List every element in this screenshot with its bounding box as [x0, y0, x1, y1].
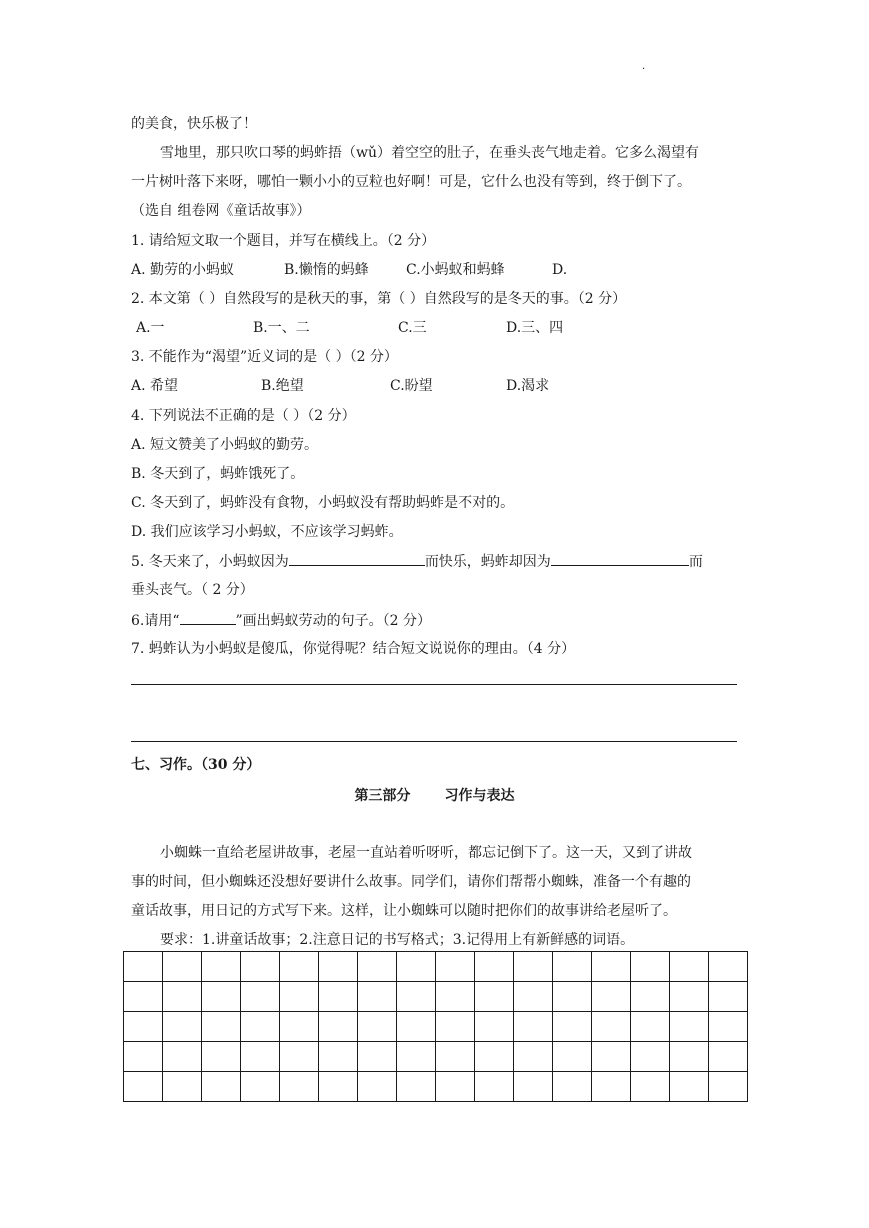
grid-cell[interactable] — [475, 1042, 514, 1072]
question-5 — [131, 551, 703, 572]
q2-option-c: C.三 — [398, 320, 427, 336]
answer-line-2[interactable] — [131, 741, 737, 742]
grid-cell[interactable] — [553, 1012, 592, 1042]
part-3-title: 第三部分 习作与表达 — [354, 788, 515, 804]
grid-cell[interactable] — [631, 1072, 670, 1102]
grid-cell[interactable] — [631, 1042, 670, 1072]
grid-cell[interactable] — [202, 1072, 241, 1102]
question-6 — [131, 610, 431, 631]
grid-cell[interactable] — [514, 1042, 553, 1072]
grid-cell[interactable] — [475, 982, 514, 1012]
grid-cell[interactable] — [319, 1072, 358, 1102]
grid-cell[interactable] — [319, 982, 358, 1012]
q5-text-3: 而 — [688, 554, 703, 570]
question-1: 1. 请给短文取一个题目，并写在横线上。（2 分） — [131, 233, 436, 249]
grid-cell[interactable] — [358, 1072, 397, 1102]
grid-cell[interactable] — [592, 982, 631, 1012]
q1-option-a: A. 勤劳的小蚂蚁 — [131, 262, 235, 278]
grid-cell[interactable] — [436, 982, 475, 1012]
answer-line-1[interactable] — [131, 684, 737, 685]
grid-cell[interactable] — [514, 952, 553, 982]
prompt-line: 小蜘蛛一直给老屋讲故事，老屋一直站着听呀听，都忘记倒下了。这一天，又到了讲故 — [160, 845, 692, 861]
grid-cell[interactable] — [514, 1072, 553, 1102]
grid-cell[interactable] — [280, 1012, 319, 1042]
grid-cell[interactable] — [358, 1012, 397, 1042]
question-3: 3. 不能作为“渴望”近义词的是（ ）（2 分） — [131, 349, 398, 365]
grid-cell[interactable] — [358, 982, 397, 1012]
grid-cell[interactable] — [631, 952, 670, 982]
section-7-heading: 七、习作。（30 分） — [131, 757, 261, 773]
grid-cell[interactable] — [241, 1042, 280, 1072]
grid-cell[interactable] — [202, 1042, 241, 1072]
question-2: 2. 本文第（ ）自然段写的是秋天的事，第（ ）自然段写的是冬天的事。（2 分） — [131, 291, 627, 307]
grid-cell[interactable] — [670, 982, 709, 1012]
grid-cell[interactable] — [202, 982, 241, 1012]
grid-row — [124, 952, 748, 982]
grid-cell[interactable] — [319, 952, 358, 982]
grid-cell[interactable] — [241, 982, 280, 1012]
grid-cell[interactable] — [553, 1072, 592, 1102]
q5-blank-2[interactable] — [551, 551, 689, 566]
grid-cell[interactable] — [241, 1012, 280, 1042]
grid-cell[interactable] — [631, 982, 670, 1012]
grid-cell[interactable] — [709, 952, 748, 982]
grid-cell[interactable] — [124, 1042, 163, 1072]
grid-cell[interactable] — [397, 982, 436, 1012]
grid-row — [124, 1012, 748, 1042]
grid-cell[interactable] — [592, 1042, 631, 1072]
grid-cell[interactable] — [709, 1012, 748, 1042]
q3-option-d: D.渴求 — [506, 378, 550, 394]
grid-cell[interactable] — [514, 1012, 553, 1042]
q6-underline-sample — [180, 610, 236, 625]
grid-cell[interactable] — [475, 1012, 514, 1042]
q4-option-d: D. 我们应该学习小蚂蚁，不应该学习蚂蚱。 — [131, 524, 403, 540]
page-dot: · — [642, 64, 646, 75]
grid-cell[interactable] — [319, 1042, 358, 1072]
q6-text-2: ”画出蚂蚁劳动的句子。（2 分） — [235, 613, 432, 629]
passage-line: 的美食，快乐极了！ — [131, 116, 257, 132]
grid-cell[interactable] — [670, 1042, 709, 1072]
grid-cell[interactable] — [436, 1012, 475, 1042]
grid-cell[interactable] — [163, 1012, 202, 1042]
prompt-line: 童话故事，用日记的方式写下来。这样，让小蜘蛛可以随时把你们的故事讲给老屋听了。 — [131, 903, 677, 919]
grid-cell[interactable] — [241, 1072, 280, 1102]
grid-cell[interactable] — [592, 1072, 631, 1102]
grid-cell[interactable] — [319, 1012, 358, 1042]
grid-cell[interactable] — [631, 1012, 670, 1042]
q1-option-c: C.小蚂蚁和蚂蜂 — [406, 262, 505, 278]
grid-cell[interactable] — [280, 982, 319, 1012]
grid-row — [124, 1042, 748, 1072]
q4-option-a: A. 短文赞美了小蚂蚁的勤劳。 — [131, 437, 319, 453]
grid-cell[interactable] — [280, 1042, 319, 1072]
grid-cell[interactable] — [514, 982, 553, 1012]
grid-cell[interactable] — [163, 1072, 202, 1102]
q4-option-c: C. 冬天到了，蚂蚱没有食物，小蚂蚁没有帮助蚂蚱是不对的。 — [131, 495, 515, 511]
grid-cell[interactable] — [670, 952, 709, 982]
q2-option-b: B.一、二 — [253, 320, 310, 336]
question-7: 7. 蚂蚱认为小蚂蚁是傻瓜，你觉得呢？结合短文说说你的理由。（4 分） — [131, 641, 576, 657]
prompt-line: 事的时间，但小蜘蛛还没想好要讲什么故事。同学们，请你们帮帮小蜘蛛，准备一个有趣的 — [131, 874, 691, 890]
grid-cell[interactable] — [553, 1042, 592, 1072]
grid-cell[interactable] — [280, 1072, 319, 1102]
grid-cell[interactable] — [358, 952, 397, 982]
grid-cell[interactable] — [592, 952, 631, 982]
grid-cell[interactable] — [397, 1042, 436, 1072]
grid-cell[interactable] — [670, 1072, 709, 1102]
grid-cell[interactable] — [553, 952, 592, 982]
grid-cell[interactable] — [436, 1042, 475, 1072]
passage-line: 雪地里，那只吹口琴的蚂蚱捂（wǔ）着空空的肚子，在垂头丧气地走着。它多么渴望有 — [160, 145, 699, 161]
grid-cell[interactable] — [241, 952, 280, 982]
grid-cell[interactable] — [202, 1012, 241, 1042]
passage-source: （选自 组卷网《童话故事》） — [131, 203, 311, 219]
grid-cell[interactable] — [397, 1072, 436, 1102]
requirements: 要求：1.讲童话故事；2.注意日记的书写格式；3.记得用上有新鲜感的词语。 — [160, 932, 635, 948]
q2-option-d: D.三、四 — [506, 320, 564, 336]
grid-cell[interactable] — [124, 1072, 163, 1102]
grid-cell[interactable] — [709, 982, 748, 1012]
grid-row — [124, 1072, 748, 1102]
q1-option-d: D. — [552, 262, 568, 278]
q3-option-a: A. 希望 — [131, 378, 179, 394]
grid-row — [124, 982, 748, 1012]
grid-cell[interactable] — [709, 1042, 748, 1072]
q3-option-b: B.绝望 — [261, 378, 304, 394]
grid-cell[interactable] — [358, 1042, 397, 1072]
passage-line: 一片树叶落下来呀，哪怕一颗小小的豆粒也好啊！可是，它什么也没有等到，终于倒下了。 — [131, 174, 691, 190]
question-4: 4. 下列说法不正确的是（ ）（2 分） — [131, 408, 356, 424]
grid-cell[interactable] — [163, 1042, 202, 1072]
grid-cell[interactable] — [436, 1072, 475, 1102]
q5-text-1: 5. 冬天来了，小蚂蚁因为 — [131, 554, 289, 570]
grid-cell[interactable] — [124, 952, 163, 982]
grid-cell[interactable] — [397, 1012, 436, 1042]
grid-cell[interactable] — [124, 982, 163, 1012]
q5-text-2: 而快乐，蚂蚱却因为 — [424, 554, 551, 570]
q2-option-a: A.一 — [136, 320, 165, 336]
grid-cell[interactable] — [280, 952, 319, 982]
question-5-cont: 垂头丧气。（ 2 分） — [131, 582, 254, 598]
grid-cell[interactable] — [397, 952, 436, 982]
grid-cell[interactable] — [670, 1012, 709, 1042]
grid-cell[interactable] — [202, 952, 241, 982]
grid-cell[interactable] — [592, 1012, 631, 1042]
grid-cell[interactable] — [163, 982, 202, 1012]
q6-text-1: 6.请用“ — [131, 613, 180, 629]
q3-option-c: C.盼望 — [390, 378, 433, 394]
grid-cell[interactable] — [124, 1012, 163, 1042]
q5-blank-1[interactable] — [289, 551, 425, 566]
grid-cell[interactable] — [475, 952, 514, 982]
grid-cell[interactable] — [553, 982, 592, 1012]
grid-cell[interactable] — [163, 952, 202, 982]
q4-option-b: B. 冬天到了，蚂蚱饿死了。 — [131, 466, 305, 482]
grid-cell[interactable] — [709, 1072, 748, 1102]
grid-cell[interactable] — [475, 1072, 514, 1102]
writing-grid[interactable] — [123, 951, 748, 1102]
q1-option-b: B.懒惰的蚂蜂 — [284, 262, 369, 278]
grid-cell[interactable] — [436, 952, 475, 982]
